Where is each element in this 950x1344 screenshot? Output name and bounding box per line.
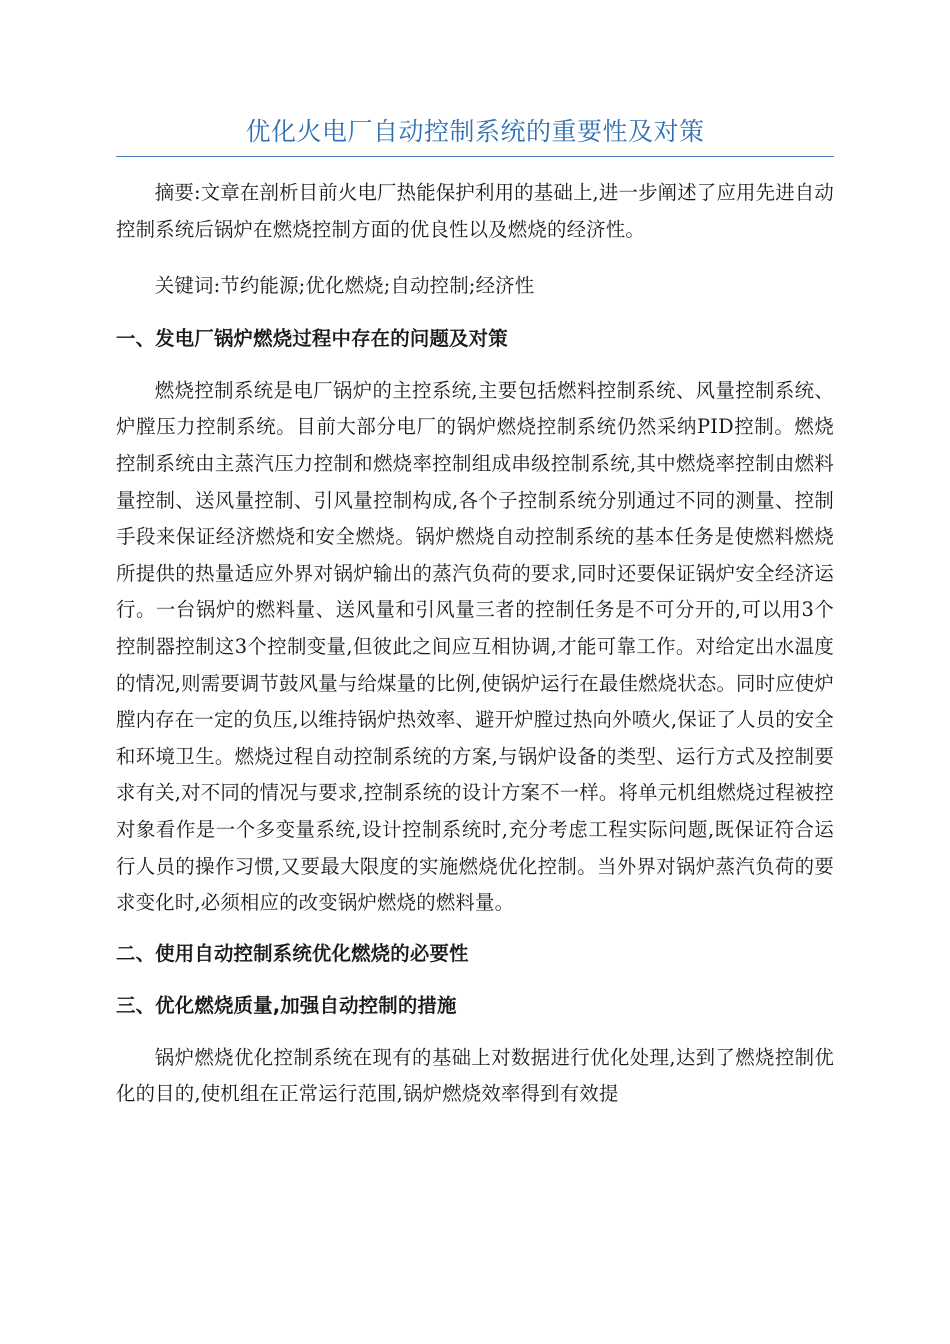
section-body-1: 燃烧控制系统是电厂锅炉的主控系统,主要包括燃料控制系统、风量控制系统、炉膛压力控制系统。目前大部分电厂的锅炉燃烧控制系统仍然采纳PID控制。燃烧控制系统由主蒸汽压力控制和燃烧率控制组成串级控制系统,其中燃烧率控制由燃料量控制、送风量控制、引风量控制构成,各个子控制系统分别通过不同的测量、控制手段来保证经济燃烧和安全燃烧。锅炉燃烧自动控制系统的基本任务是使燃料燃烧所提供的热量适应外界对锅炉输出的蒸汽负荷的要求,同时还要保证锅炉安全经济运行。一台锅炉的燃料量、送风量和引风量三者的控制任务是不可分开的,可以用3个控制器控制这3个控制变量,但彼此之间应互相协调,才能可靠工作。对给定出水温度的情况,则需要调节鼓风量与给煤量的比例,使锅炉运行在最佳燃烧状态。同时应使炉膛内存在一定的负压,以维持锅炉热效率、避开炉膛过热向外喷火,保证了人员的安全和环境卫生。燃烧过程自动控制系统的方案,与锅炉设备的类型、运行方式及控制要求有关,对不同的情况与要求,控制系统的设计方案不一样。将单元机组燃烧过程被控对象看作是一个多变量系统,设计控制系统时,充分考虑工程实际问题,既保证符合运行人员的操作习惯,又要最大限度的实施燃烧优化控制。当外界对锅炉蒸汽负荷的要求变化时,必须相应的改变锅炉燃烧的燃料量。 [116, 378, 834, 915]
keywords-paragraph: 关键词:节约能源;优化燃烧;自动控制;经济性 [154, 274, 535, 298]
section-heading-3: 三、优化燃烧质量,加强自动控制的措施 [116, 993, 457, 1017]
abstract-paragraph: 摘要:文章在剖析目前火电厂热能保护利用的基础上,进一步阐述了应用先进自动控制系统后锅炉在燃烧控制方面的优良性以及燃烧的经济性。 [116, 181, 834, 241]
title-underline [116, 156, 834, 157]
section-heading-1: 一、发电厂锅炉燃烧过程中存在的问题及对策 [116, 326, 508, 350]
document-title: 优化火电厂自动控制系统的重要性及对策 [245, 117, 705, 146]
section-heading-2: 二、使用自动控制系统优化燃烧的必要性 [116, 941, 469, 965]
section-body-3: 锅炉燃烧优化控制系统在现有的基础上对数据进行优化处理,达到了燃烧控制优化的目的,使机组在正常运行范围,锅炉燃烧效率得到有效提 [116, 1045, 834, 1106]
document-content [116, 108, 834, 1127]
